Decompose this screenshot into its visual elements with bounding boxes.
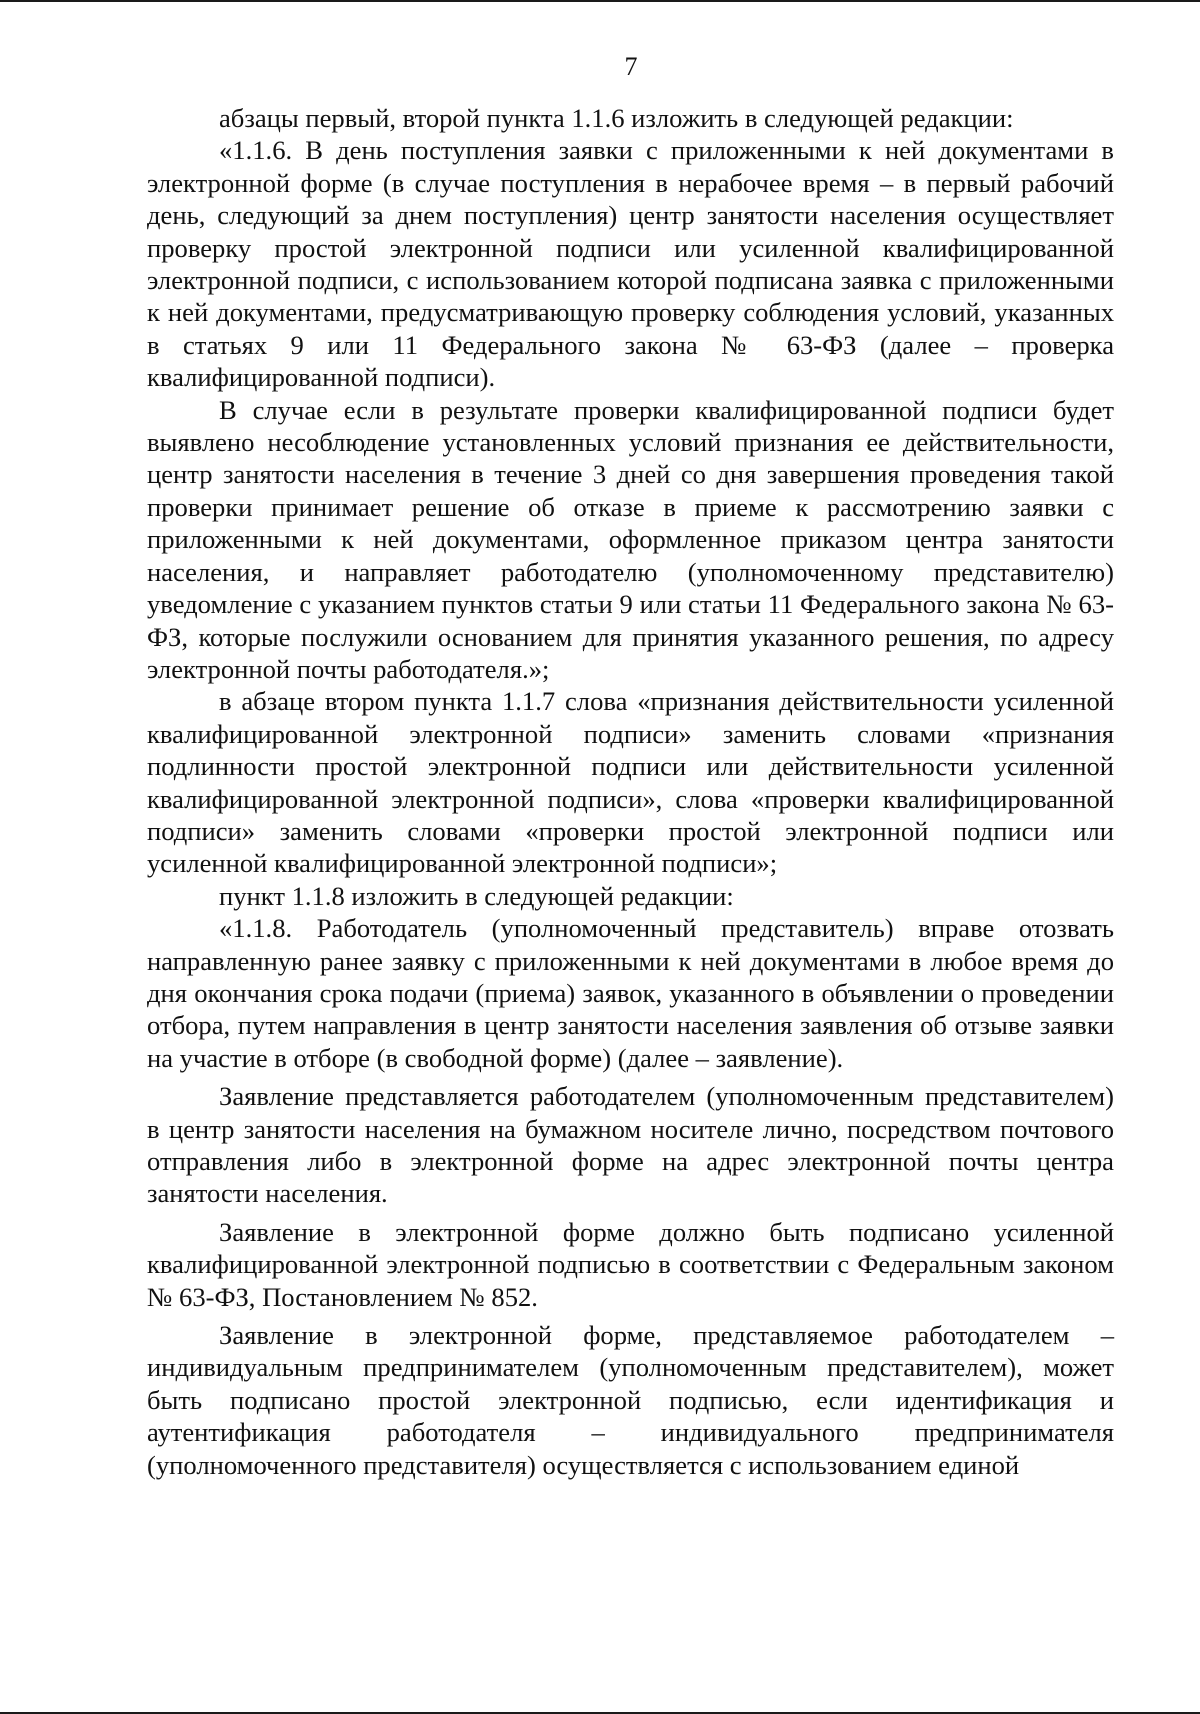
paragraph: «1.1.6. В день поступления заявки с приложенными к ней документами в электронной форме (в случае поступления в нерабочее время – в первый рабочий день, следующий за днем поступления) центр занятости населения осуществляет проверку простой электронной подписи или усиленной квалифицированной электронной подписи, с использованием которой подписана заявка с приложенными к ней документами, предусматривающую проверку соблюдения условий, указанных в статьях 9 или 11 Федерального закона № 63-ФЗ (далее – проверка квалифицированной подписи). bbox=[147, 135, 1114, 393]
paragraph: «1.1.8. Работодатель (уполномоченный представитель) вправе отозвать направленную ранее заявку с приложенными к ней документами в любое время до дня окончания срока подачи (приема) заявок, указанного в объявлении о проведении отбора, путем направления в центр занятости населения заявления об отзыве заявки на участие в отборе (в свободной форме) (далее – заявление). bbox=[147, 913, 1114, 1073]
paragraph: пункт 1.1.8 изложить в следующей редакции: bbox=[219, 880, 734, 911]
page-number: 7 bbox=[624, 52, 638, 81]
paragraph: Заявление в электронной форме, представляемое работодателем – индивидуальным предпринимателем (уполномоченным представителем), может быть подписано простой электронной подписью, если идентификация и аутентификация работодателя – индивидуального предпринимателя (уполномоченного представителя) осуществляется с использованием единой bbox=[147, 1320, 1114, 1480]
paragraph: абзацы первый, второй пункта 1.1.6 изложить в следующей редакции: bbox=[219, 103, 1014, 133]
paragraph: Заявление представляется работодателем (уполномоченным представителем) в центр занятости населения на бумажном носителе лично, посредством почтового отправления либо в электронной форме на адрес электронной почты центра занятости населения. bbox=[147, 1081, 1114, 1209]
paragraph: в абзаце втором пункта 1.1.7 слова «признания действительности усиленной квалифицированной электронной подписи» заменить словами «признания подлинности простой электронной подписи или действительности усиленной квалифицированной электронной подписи», слова «проверки квалифицированной подписи» заменить словами «проверки простой электронной подписи или усиленной квалифицированной электронной подписи»; bbox=[147, 686, 1114, 879]
paragraph: В случае если в результате проверки квалифицированной подписи будет выявлено несоблюдение установленных условий признания ее действительности, центр занятости населения в течение 3 дней со дня завершения проведения такой проверки принимает решение об отказе в приеме к рассмотрению заявки с приложенными к ней документами, оформленное приказом центра занятости населения, и направляет работодателю (уполномоченному представителю) уведомление с указанием пунктов статьи 9 или статьи 11 Федерального закона № 63-ФЗ, которые послужили основанием для принятия указанного решения, по адресу электронной почты работодателя.»; bbox=[147, 394, 1114, 684]
paragraph: Заявление в электронной форме должно быть подписано усиленной квалифицированной электронной подписью в соответствии с Федеральным законом № 63-ФЗ, Постановлением № 852. bbox=[147, 1216, 1114, 1312]
document-body bbox=[147, 102, 1114, 1481]
